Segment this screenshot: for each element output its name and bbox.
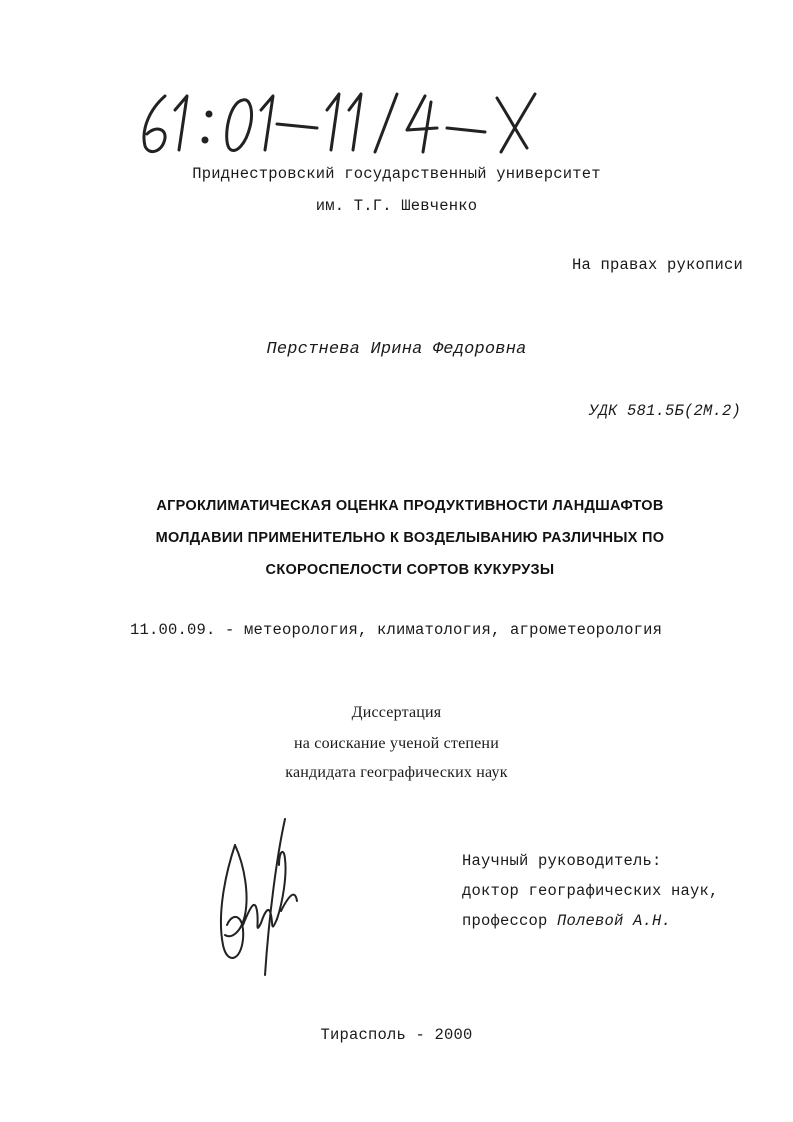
manuscript-rights-note: На правах рукописи [571,256,743,274]
supervisor-title: профессор [462,912,548,930]
supervisor-name-line [462,912,671,930]
specialty-code: 11.00.09. - метеорология, климатология, агрометеорология [130,621,663,639]
university-name: Приднестровский государственный университет [192,165,601,183]
degree-name: кандидата географических наук [285,764,508,781]
udk-code: УДК 581.5Б(2М.2) [588,402,741,420]
dissertation-label: Диссертация [351,704,442,721]
city-year: Тирасполь - 2000 [320,1026,473,1044]
title-line: СКОРОСПЕЛОСТИ СОРТОВ КУКУРУЗЫ [265,562,555,578]
university-named-after: им. Т.Г. Шевченко [315,197,478,215]
degree-purpose: на соискание ученой степени [294,735,499,752]
supervisor-heading: Научный руководитель: [462,852,662,870]
supervisor-name: Полевой А.Н. [557,912,672,930]
supervisor-degree: доктор географических наук, [462,882,719,900]
title-line: МОЛДАВИИ ПРИМЕНИТЕЛЬНО К ВОЗДЕЛЫВАНИЮ РАЗЛИЧНЫХ ПО [155,530,665,546]
title-line: АГРОКЛИМАТИЧЕСКАЯ ОЦЕНКА ПРОДУКТИВНОСТИ ЛАНДШАФТОВ [156,498,664,514]
author-name: Перстнева Ирина Федоровна [266,340,527,359]
signature-icon [205,815,315,980]
handwritten-catalog-code [135,88,565,158]
dissertation-title [60,490,760,586]
